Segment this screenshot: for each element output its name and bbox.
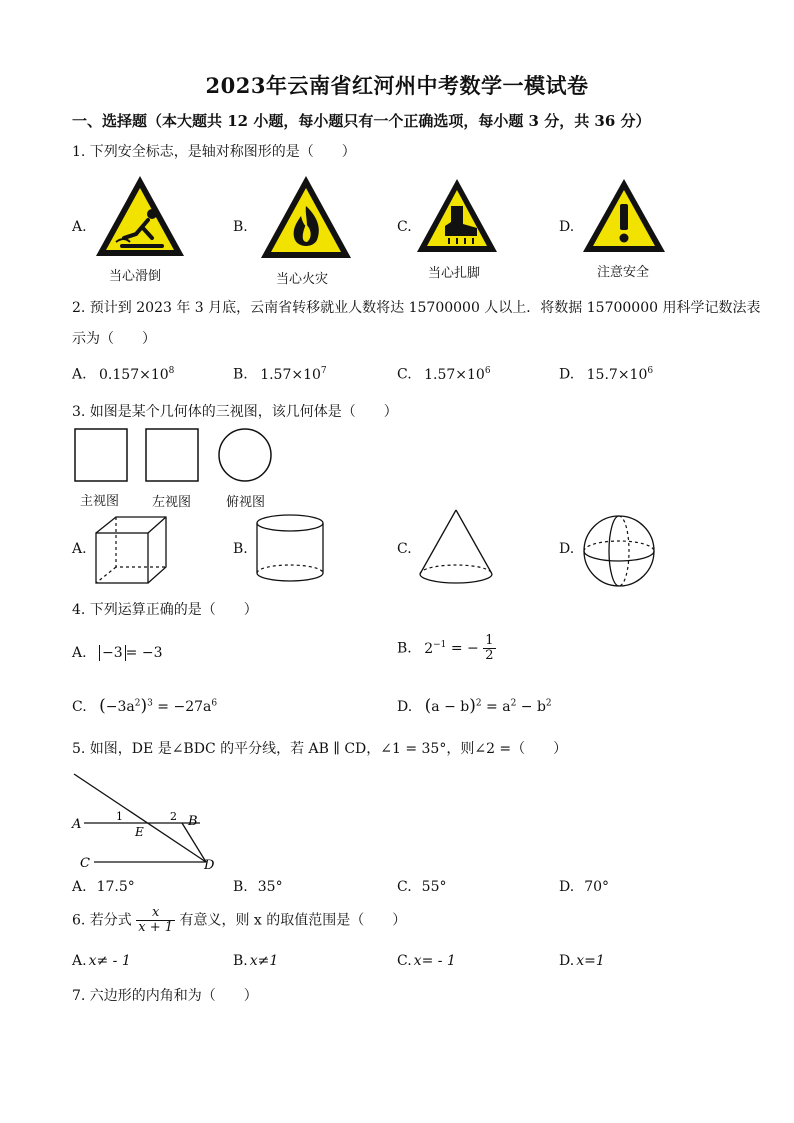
top-view-label: 俯视图: [226, 495, 266, 510]
exponent: 2: [510, 698, 517, 709]
slip-warning-icon: [92, 172, 188, 260]
q1-option-a-letter[interactable]: A.: [72, 219, 87, 235]
option-letter: A.: [72, 879, 87, 895]
option-letter: B.: [233, 953, 248, 969]
cylinder-figure: [255, 513, 325, 585]
absolute-value: −3: [99, 645, 126, 661]
question-6-stem: [72, 906, 406, 935]
option-letter: A.: [72, 953, 87, 969]
cone-figure: [418, 508, 494, 586]
q2-option-b[interactable]: [233, 366, 327, 383]
option-letter: D.: [559, 366, 575, 383]
q2-option-d[interactable]: [559, 366, 653, 383]
q6-option-c[interactable]: [397, 953, 456, 969]
paren-right: ): [140, 696, 148, 716]
q2-option-c[interactable]: [397, 366, 491, 383]
label-e: E: [135, 825, 144, 839]
question-2-stem-line1: 2. 预计到 2023 年 3 月底，云南省转移就业人数将达 15700000 人以上．将数据 15700000 用科学记数法表: [72, 300, 761, 316]
side-view-label: 左视图: [152, 495, 192, 510]
q3-option-d-letter[interactable]: D.: [559, 541, 575, 557]
exponent: 3: [147, 698, 153, 709]
front-view-label: 主视图: [80, 494, 120, 509]
angle-2-label: 2: [170, 810, 177, 823]
stem-suffix: 有意义，则 x 的取值范围是（ ）: [179, 912, 407, 929]
q1-caption-d: 注意安全: [597, 265, 650, 280]
q4-option-c[interactable]: [72, 696, 217, 716]
fire-warning-icon: [257, 172, 355, 262]
label-d: D: [204, 858, 215, 873]
foot-puncture-warning-icon: [415, 176, 499, 256]
q1-option-b-letter[interactable]: B.: [233, 219, 248, 235]
power-base: 2: [424, 640, 434, 657]
fraction-numerator: 1: [485, 633, 494, 648]
option-letter: D.: [397, 699, 413, 715]
fraction: [483, 634, 495, 663]
option-letter: D.: [559, 879, 575, 895]
option-rhs-part2: − b: [516, 699, 546, 715]
q2-option-a[interactable]: [72, 366, 174, 383]
front-view-square: [75, 429, 127, 481]
exponent: 2: [134, 698, 141, 709]
q5-option-b[interactable]: [233, 879, 283, 895]
question-5-stem: 5. 如图，DE 是∠BDC 的平分线，若 AB ∥ CD，∠1 = 35°，则∠2 =（ ）: [72, 741, 568, 757]
q1-caption-b: 当心火灾: [276, 272, 329, 287]
q1-option-c-letter[interactable]: C.: [397, 219, 412, 235]
q4-option-a[interactable]: [72, 645, 162, 661]
option-value: x=1: [576, 953, 605, 969]
top-view-circle: [219, 429, 271, 481]
option-letter: B.: [397, 640, 412, 657]
fraction-denominator: x + 1: [138, 920, 174, 935]
q4-option-b[interactable]: [397, 634, 496, 663]
q5-option-d[interactable]: [559, 879, 609, 895]
label-b: B: [188, 814, 198, 829]
section-heading: 一、选择题（本大题共 12 小题，每小题只有一个正确选项，每小题 3 分，共 36 分）: [72, 112, 651, 130]
label-a: A: [72, 817, 82, 832]
option-value: 1.57×10: [260, 366, 321, 383]
fraction: [136, 906, 175, 935]
option-value: 15.7×10: [586, 366, 648, 383]
parallel-lines-figure: [70, 770, 220, 874]
paren-left: (: [424, 696, 432, 716]
angle-1-label: 1: [116, 810, 123, 823]
q6-option-b[interactable]: [233, 953, 278, 969]
q4-option-d[interactable]: [397, 696, 552, 716]
equals-minus: = −: [446, 640, 479, 657]
option-letter: C.: [72, 699, 87, 715]
option-value: 17.5°: [96, 879, 135, 895]
fraction-numerator: x: [136, 906, 175, 921]
side-view-square: [146, 429, 198, 481]
exponent: 6: [647, 366, 654, 376]
question-1-stem: 1. 下列安全标志，是轴对称图形的是（ ）: [72, 144, 356, 160]
option-value: x≠1: [249, 953, 279, 969]
line-through-e: [74, 774, 206, 862]
q6-option-d[interactable]: [559, 953, 605, 969]
q1-caption-a: 当心滑倒: [109, 269, 162, 284]
exponent: −1: [433, 639, 447, 650]
option-value: 70°: [584, 879, 610, 895]
q3-option-b-letter[interactable]: B.: [233, 541, 248, 557]
exponent: 6: [211, 698, 218, 709]
option-value: 55°: [421, 879, 447, 895]
option-letter: B.: [233, 366, 248, 383]
exponent: 2: [475, 698, 482, 709]
three-views-figure: [74, 428, 274, 484]
label-c: C: [80, 856, 90, 871]
stem-prefix: 6. 若分式: [72, 912, 132, 929]
option-value: 1.57×10: [424, 366, 485, 383]
question-2-stem-line2: 示为（ ）: [72, 331, 156, 347]
question-4-stem: 4. 下列运算正确的是（ ）: [72, 602, 258, 618]
exponent: 8: [168, 366, 175, 376]
q1-option-d-letter[interactable]: D.: [559, 219, 575, 235]
q5-option-a[interactable]: [72, 879, 135, 895]
sphere-figure: [582, 514, 656, 588]
q6-option-a[interactable]: [72, 953, 131, 969]
option-value: x= - 1: [413, 953, 456, 969]
option-value: 0.157×10: [99, 366, 169, 383]
option-value: x≠ - 1: [88, 953, 131, 969]
q3-option-c-letter[interactable]: C.: [397, 541, 412, 557]
option-value: 35°: [257, 879, 283, 895]
option-letter: C.: [397, 953, 412, 969]
exponent: 7: [320, 366, 327, 376]
option-rhs: = −27a: [152, 699, 212, 715]
coefficient: −3a: [105, 699, 135, 715]
page-title: 2023年云南省红河州中考数学一模试卷: [205, 73, 589, 98]
q5-option-c[interactable]: [397, 879, 447, 895]
cube-figure: [94, 515, 170, 585]
exclamation-warning-icon: [581, 176, 667, 256]
option-rhs: = −3: [125, 645, 163, 661]
binomial: a − b: [431, 699, 470, 715]
option-letter: A.: [72, 645, 87, 661]
option-letter: C.: [397, 879, 412, 895]
option-letter: A.: [72, 366, 87, 383]
question-7-stem: 7. 六边形的内角和为（ ）: [72, 988, 258, 1004]
paren-left: (: [99, 696, 106, 716]
q3-option-a-letter[interactable]: A.: [72, 541, 87, 557]
question-3-stem: 3. 如图是某个几何体的三视图，该几何体是（ ）: [72, 404, 398, 420]
option-letter: B.: [233, 879, 248, 895]
exponent: 6: [484, 366, 491, 376]
q1-caption-c: 当心扎脚: [428, 266, 481, 281]
option-letter: C.: [397, 366, 412, 383]
option-letter: D.: [559, 953, 575, 969]
option-rhs: = a: [481, 699, 511, 715]
exponent: 2: [545, 698, 552, 709]
paren-right: ): [469, 696, 476, 716]
fraction-denominator: 2: [485, 648, 494, 663]
